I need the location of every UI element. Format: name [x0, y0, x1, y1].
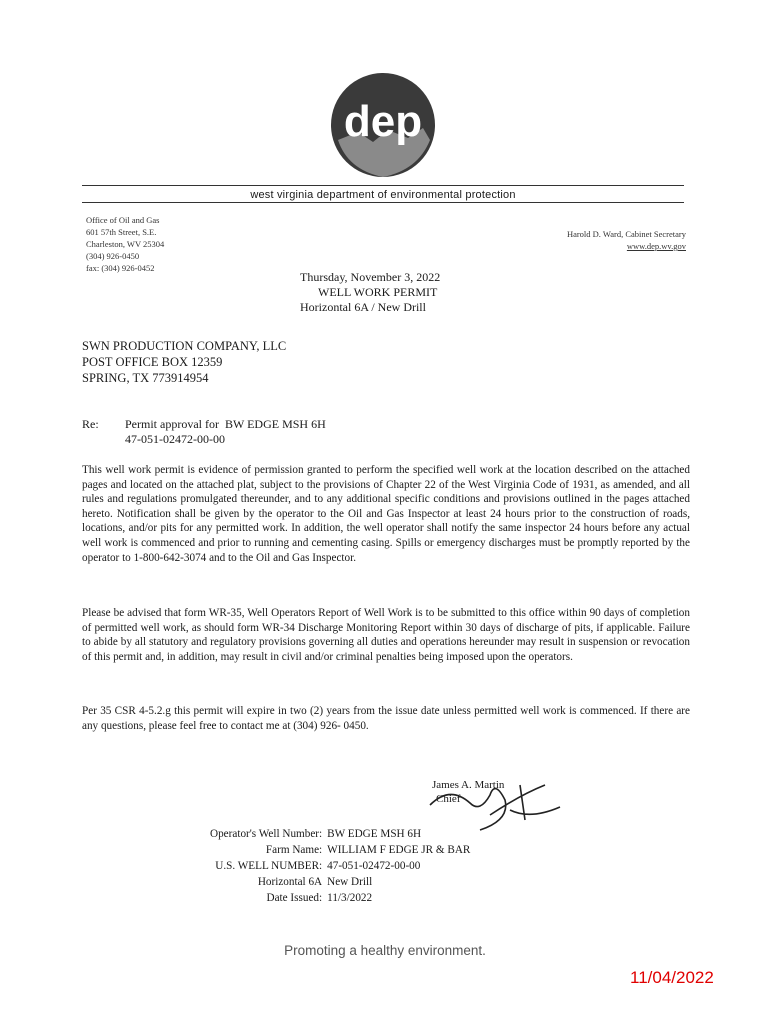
field-key: Farm Name:: [265, 844, 323, 856]
office-line: 601 57th Street, S.E.: [86, 227, 157, 237]
office-line: (304) 926-0450: [86, 251, 140, 261]
office-line: fax: (304) 926-0452: [86, 263, 155, 273]
footer-tagline: Promoting a healthy environment.: [284, 943, 486, 958]
paragraph-permit-evidence: This well work permit is evidence of permission granted to perform the specified well work at the location described on the attached pages and located on the attached plat, subject to the provisions of Chapter 22 of the West Virginia Code of 1931, as amended, and all rules and regulations promulgated thereunder, and to any additional specific conditions and provisions outlined in the pages attached hereto. Notification shall be given by the operator to the Oil and Gas Inspector at least 24 hours prior to the construction of roads, locations, and/or pits for any permitted work. In addition, the well operator shall notify the same inspector 24 hours before any actual well work is commenced and prior to running and cementing casing. Spills or emergency discharges must be promptly reported by the operator to 1-800-642-3074 and to the Oil and Gas Inspector.: [82, 464, 690, 564]
field-value: 11/3/2022: [327, 892, 373, 904]
secretary-name: Harold D. Ward, Cabinet Secretary: [566, 229, 686, 239]
website-link[interactable]: www.dep.wv.gov: [626, 241, 686, 251]
header-rule-bottom: [82, 202, 684, 203]
field-value: New Drill: [327, 876, 373, 888]
permit-title: WELL WORK PERMIT: [318, 285, 438, 299]
addressee: [82, 338, 286, 386]
secretary-block: [567, 228, 686, 252]
paragraph-reporting: Please be advised that form WR-35, Well Operators Report of Well Work is to be submitted to this office within 90 days of completion of permitted well work, as should form WR-34 Discharge Monitoring Report within 30 days of discharge of pits, if applicable. Failure to abide by all statutory and regulatory provisions governing all duties and operations hereunder may result in suspension or revocation of this permit and, in addition, may result in civil and/or criminal penalties being imposed upon the operators.: [82, 607, 690, 663]
field-value: 47-051-02472-00-00: [327, 860, 421, 872]
addressee-city: SPRING, TX 773914954: [82, 371, 209, 385]
office-address: [86, 214, 164, 274]
field-row: [210, 826, 475, 842]
field-key: U.S. WELL NUMBER:: [215, 860, 323, 872]
addressee-box: POST OFFICE BOX 12359: [82, 355, 223, 369]
office-line: Office of Oil and Gas: [86, 215, 160, 225]
re-block: [125, 417, 326, 447]
field-value: BW EDGE MSH 6H: [327, 828, 422, 840]
field-key: Date Issued:: [266, 892, 323, 904]
re-prefix: Permit approval for: [125, 417, 219, 431]
re-api-number: 47-051-02472-00-00: [125, 432, 225, 446]
permit-header: [300, 270, 540, 315]
addressee-company: SWN PRODUCTION COMPANY, LLC: [82, 339, 287, 353]
paragraph-expiry: Per 35 CSR 4-5.2.g this permit will expire in two (2) years from the issue date unless permitted well work is commenced. If there are any questions, please feel free to contact me at (304) 926- 0450.: [82, 705, 690, 732]
field-row: [210, 874, 475, 890]
well-details: [210, 826, 475, 906]
department-name: west virginia department of environmental protection: [250, 189, 516, 201]
logo-text: dep: [343, 97, 423, 146]
field-key: Horizontal 6A: [257, 876, 323, 888]
field-row: [210, 842, 475, 858]
dep-logo-graphic: [318, 70, 448, 200]
header-rule-top: [82, 185, 684, 186]
field-value: WILLIAM F EDGE JR & BAR: [327, 844, 471, 856]
dep-logo: [318, 70, 448, 200]
signer-name: James A. Martin: [432, 779, 505, 791]
signature-scribble: [420, 765, 570, 835]
re-well-name: BW EDGE MSH 6H: [224, 417, 326, 431]
field-row: [210, 858, 475, 874]
office-line: Charleston, WV 25304: [86, 239, 165, 249]
re-label: Re:: [82, 417, 99, 431]
signer-title: Chief: [436, 793, 461, 805]
permit-type: Horizontal 6A / New Drill: [300, 300, 426, 314]
field-key: Operator's Well Number:: [210, 828, 323, 840]
permit-date: Thursday, November 3, 2022: [300, 270, 441, 284]
field-row: [210, 890, 475, 906]
received-date-stamp: 11/04/2022: [630, 968, 714, 987]
